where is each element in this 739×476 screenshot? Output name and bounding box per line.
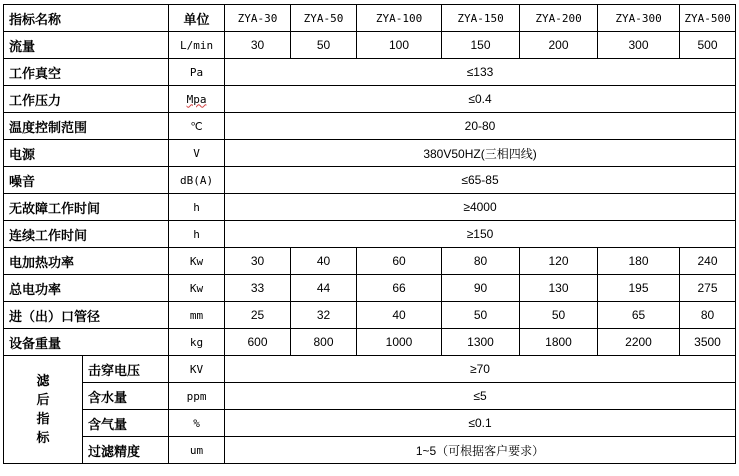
model-header: ZYA-100 (357, 5, 442, 32)
row-value: 240 (680, 248, 736, 275)
row-unit: ℃ (169, 113, 225, 140)
filtered-group-label (4, 356, 83, 464)
row-unit: V (169, 140, 225, 167)
model-header: ZYA-500 (680, 5, 736, 32)
row-value: 1300 (442, 329, 520, 356)
spellcheck-underline: Mpa (186, 92, 207, 106)
row-label: 噪音 (4, 167, 169, 194)
row-value: 30 (225, 32, 291, 59)
row-flow (4, 32, 736, 59)
row-value: 60 (357, 248, 442, 275)
row-value: ≤5 (225, 383, 736, 410)
row-unit: um (169, 437, 225, 464)
row-value: 275 (680, 275, 736, 302)
row-value: 500 (680, 32, 736, 59)
row-value: 180 (598, 248, 680, 275)
row-continuous (4, 221, 736, 248)
model-header: ZYA-200 (520, 5, 598, 32)
row-label: 连续工作时间 (4, 221, 169, 248)
row-weight (4, 329, 736, 356)
row-unit: Kw (169, 248, 225, 275)
row-value: 90 (442, 275, 520, 302)
row-unit: h (169, 194, 225, 221)
row-port-diameter (4, 302, 736, 329)
row-value: ≤0.4 (225, 86, 736, 113)
row-unit: dB(A) (169, 167, 225, 194)
model-header: ZYA-50 (291, 5, 357, 32)
row-unit: mm (169, 302, 225, 329)
row-value: 100 (357, 32, 442, 59)
row-value: 300 (598, 32, 680, 59)
row-label: 电加热功率 (4, 248, 169, 275)
row-value: 1000 (357, 329, 442, 356)
row-label: 击穿电压 (83, 356, 169, 383)
row-unit: Kw (169, 275, 225, 302)
group-char: 标 (36, 430, 50, 446)
row-value: ≥70 (225, 356, 736, 383)
group-char: 滤 (36, 373, 50, 389)
row-unit: kg (169, 329, 225, 356)
row-noise (4, 167, 736, 194)
row-value: 130 (520, 275, 598, 302)
row-value: 40 (291, 248, 357, 275)
row-water-content (4, 383, 736, 410)
row-unit: KV (169, 356, 225, 383)
row-label: 电源 (4, 140, 169, 167)
row-unit: % (169, 410, 225, 437)
row-unit: L/min (169, 32, 225, 59)
row-value: 33 (225, 275, 291, 302)
model-header: ZYA-150 (442, 5, 520, 32)
model-header: ZYA-30 (225, 5, 291, 32)
row-breakdown-voltage (4, 356, 736, 383)
group-char: 后 (36, 392, 50, 408)
row-value: 50 (520, 302, 598, 329)
group-char: 指 (36, 411, 50, 427)
row-label: 进（出）口管径 (4, 302, 169, 329)
row-value: 44 (291, 275, 357, 302)
row-value: ≤0.1 (225, 410, 736, 437)
row-label: 流量 (4, 32, 169, 59)
row-temp (4, 113, 736, 140)
row-value: 195 (598, 275, 680, 302)
row-power-supply (4, 140, 736, 167)
row-value: ≤133 (225, 59, 736, 86)
row-label: 设备重量 (4, 329, 169, 356)
header-unit: 单位 (169, 5, 225, 32)
row-value: 200 (520, 32, 598, 59)
row-label: 温度控制范围 (4, 113, 169, 140)
row-value: 600 (225, 329, 291, 356)
row-label: 工作压力 (4, 86, 169, 113)
row-heating-power (4, 248, 736, 275)
row-unit: h (169, 221, 225, 248)
row-value: 380V50HZ(三相四线) (225, 140, 736, 167)
row-label: 工作真空 (4, 59, 169, 86)
row-label: 无故障工作时间 (4, 194, 169, 221)
row-value: 50 (291, 32, 357, 59)
row-gas-content (4, 410, 736, 437)
header-label: 指标名称 (4, 5, 169, 32)
model-header: ZYA-300 (598, 5, 680, 32)
row-value: 20-80 (225, 113, 736, 140)
row-label: 含气量 (83, 410, 169, 437)
row-value: 3500 (680, 329, 736, 356)
row-filter-precision (4, 437, 736, 464)
row-value: 66 (357, 275, 442, 302)
row-total-power (4, 275, 736, 302)
row-value: 80 (442, 248, 520, 275)
row-label: 过滤精度 (83, 437, 169, 464)
row-value: 50 (442, 302, 520, 329)
row-value: 65 (598, 302, 680, 329)
row-value: 1800 (520, 329, 598, 356)
row-unit: ppm (169, 383, 225, 410)
row-value: ≥150 (225, 221, 736, 248)
spec-table (3, 4, 736, 464)
row-value: 1~5（可根据客户要求） (225, 437, 736, 464)
row-value: 2200 (598, 329, 680, 356)
row-unit: Pa (169, 59, 225, 86)
row-value: 30 (225, 248, 291, 275)
row-value: ≤65-85 (225, 167, 736, 194)
row-value: ≥4000 (225, 194, 736, 221)
row-label: 总电功率 (4, 275, 169, 302)
row-value: 120 (520, 248, 598, 275)
row-value: 40 (357, 302, 442, 329)
row-value: 800 (291, 329, 357, 356)
row-value: 32 (291, 302, 357, 329)
row-pressure (4, 86, 736, 113)
row-vacuum (4, 59, 736, 86)
row-unit (169, 86, 225, 113)
row-value: 25 (225, 302, 291, 329)
row-label: 含水量 (83, 383, 169, 410)
row-value: 80 (680, 302, 736, 329)
header-row (4, 5, 736, 32)
row-value: 150 (442, 32, 520, 59)
row-mtbf (4, 194, 736, 221)
